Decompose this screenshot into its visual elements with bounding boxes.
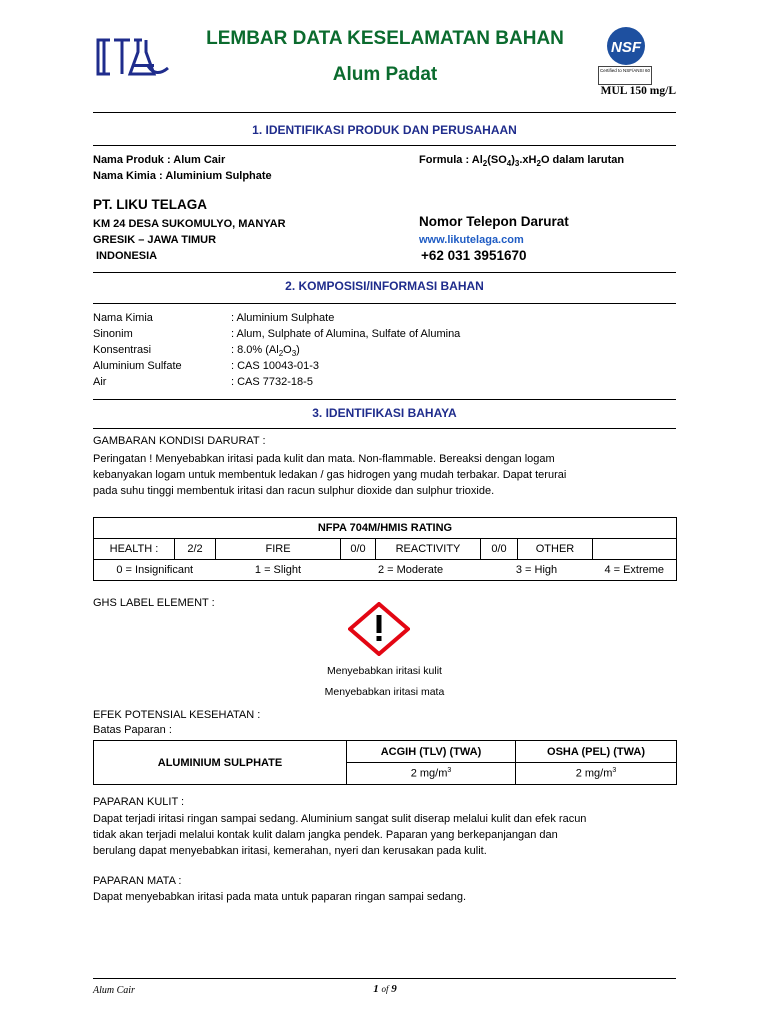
divider (93, 145, 676, 146)
footer-divider (93, 978, 676, 979)
product-name: Nama Produk : Alum Cair (93, 154, 226, 166)
emergency-overview-label: GAMBARAN KONDISI DARURAT : (93, 435, 266, 447)
osha-value: 2 $mg/m^3$ (516, 763, 677, 785)
formula: Formula : $Al_2(SO_4)_3.xH_2O$ dalam larutan (419, 154, 625, 169)
other-value (593, 539, 677, 560)
chemical-name: Nama Kimia : Aluminium Sulphate (93, 170, 272, 182)
footer-doc-name: Alum Cair (93, 985, 135, 996)
exclamation-mark-pictogram-icon (348, 602, 410, 656)
health-label: HEALTH : (94, 539, 175, 560)
composition-row: Aluminium Sulfate : CAS 10043-01-3 (93, 360, 320, 372)
company-name: PT. LIKU TELAGA (93, 197, 207, 212)
address-line-2: GRESIK – JAWA TIMUR (93, 234, 217, 246)
section-3-heading: 3. IDENTIFIKASI BAHAYA (312, 406, 457, 420)
address-line-1: KM 24 DESA SUKOMULYO, MANYAR (93, 218, 286, 230)
reactivity-label: REACTIVITY (376, 539, 481, 560)
divider (93, 272, 676, 273)
other-label: OTHER (518, 539, 593, 560)
page-number: 1 of 9 (373, 983, 397, 995)
section-1-heading: 1. IDENTIFIKASI PRODUK DAN PERUSAHAAN (252, 123, 517, 137)
acgih-header: ACGIH (TLV) (TWA) (347, 741, 516, 763)
ghs-statement: Menyebabkan iritasi mata (324, 686, 445, 698)
divider (93, 399, 676, 400)
section-2-heading: 2. KOMPOSISI/INFORMASI BAHAN (285, 279, 484, 293)
ghs-label: GHS LABEL ELEMENT : (93, 597, 215, 609)
eye-exposure-label: PAPARAN MATA : (93, 875, 182, 887)
product-subtitle: Alum Padat (332, 64, 438, 85)
health-effects-label: EFEK POTENSIAL KESEHATAN : (93, 709, 261, 721)
skin-exposure-text: Dapat terjadi iritasi ringan sampai sedang. Aluminium sangat sulit diserap melalui kulit dan efek racun tidak akan terjadi melalui kontak kulit dalam jangka pendek. Paparan yang berkepanjangan dan berulang dapat menyebabkan iritasi, kemerahan, nyeri dan kerusakan pada kulit. (93, 813, 587, 857)
company-logo (96, 34, 172, 80)
document-title: LEMBAR DATA KESELAMATAN BAHAN (206, 28, 564, 49)
divider (93, 428, 676, 429)
fire-value: 0/0 (341, 539, 376, 560)
emergency-phone: +62 031 3951670 (421, 248, 527, 263)
emergency-overview-text: Peringatan ! Menyebabkan iritasi pada kulit dan mata. Non-flammable. Bereaksi dengan logam kebanyakan logam untuk membentuk ledakan / gas hidrogen yang mudah terbakar. Dapat terurai pada suhu tinggi membentuk iritasi dan racun sulphur dioxide dan sulphur trioxide. (93, 453, 567, 497)
acgih-value: 2 $mg/m^3$ (347, 763, 516, 785)
composition-row: Air : CAS 7732-18-5 (93, 376, 313, 388)
osha-header: OSHA (PEL) (TWA) (516, 741, 677, 763)
emergency-phone-label: Nomor Telepon Darurat (419, 214, 569, 229)
substance-name: ALUMINIUM SULPHATE (94, 741, 347, 785)
skin-exposure-label: PAPARAN KULIT : (93, 796, 185, 808)
scale-item: 4 = Extreme (593, 560, 677, 581)
ghs-statement: Menyebabkan iritasi kulit (327, 665, 442, 677)
fire-label: FIRE (216, 539, 341, 560)
divider (93, 303, 676, 304)
scale-item: 3 = High (481, 560, 593, 581)
exposure-limit-table (93, 740, 677, 785)
nfpa-rating-table (93, 517, 677, 581)
mul-label: MUL 150 mg/L (600, 85, 676, 97)
scale-item: 0 = Insignificant (94, 560, 216, 581)
divider (93, 112, 676, 113)
reactivity-value: 0/0 (481, 539, 518, 560)
exposure-limit-label: Batas Paparan : (93, 724, 172, 736)
website-link[interactable]: www.likutelaga.com (419, 234, 524, 246)
eye-exposure-text: Dapat menyebabkan iritasi pada mata untuk paparan ringan sampai sedang. (93, 891, 467, 903)
nsf-cert-box (598, 66, 652, 85)
scale-item: 1 = Slight (216, 560, 341, 581)
scale-item: 2 = Moderate (341, 560, 481, 581)
nfpa-title: NFPA 704M/HMIS RATING (94, 518, 677, 539)
composition-row: Nama Kimia : Aluminium Sulphate (93, 312, 335, 324)
composition-row: Sinonim : Alum, Sulphate of Alumina, Sulfate of Alumina (93, 328, 461, 340)
address-line-3: INDONESIA (96, 250, 158, 262)
nsf-cert-text: Certified to NSF/ANSI 60 (599, 68, 651, 73)
health-value: 2/2 (175, 539, 216, 560)
composition-row: Konsentrasi : 8.0% $(Al_2O_3)$ (93, 344, 300, 359)
nsf-logo-text: NSF (611, 39, 641, 56)
